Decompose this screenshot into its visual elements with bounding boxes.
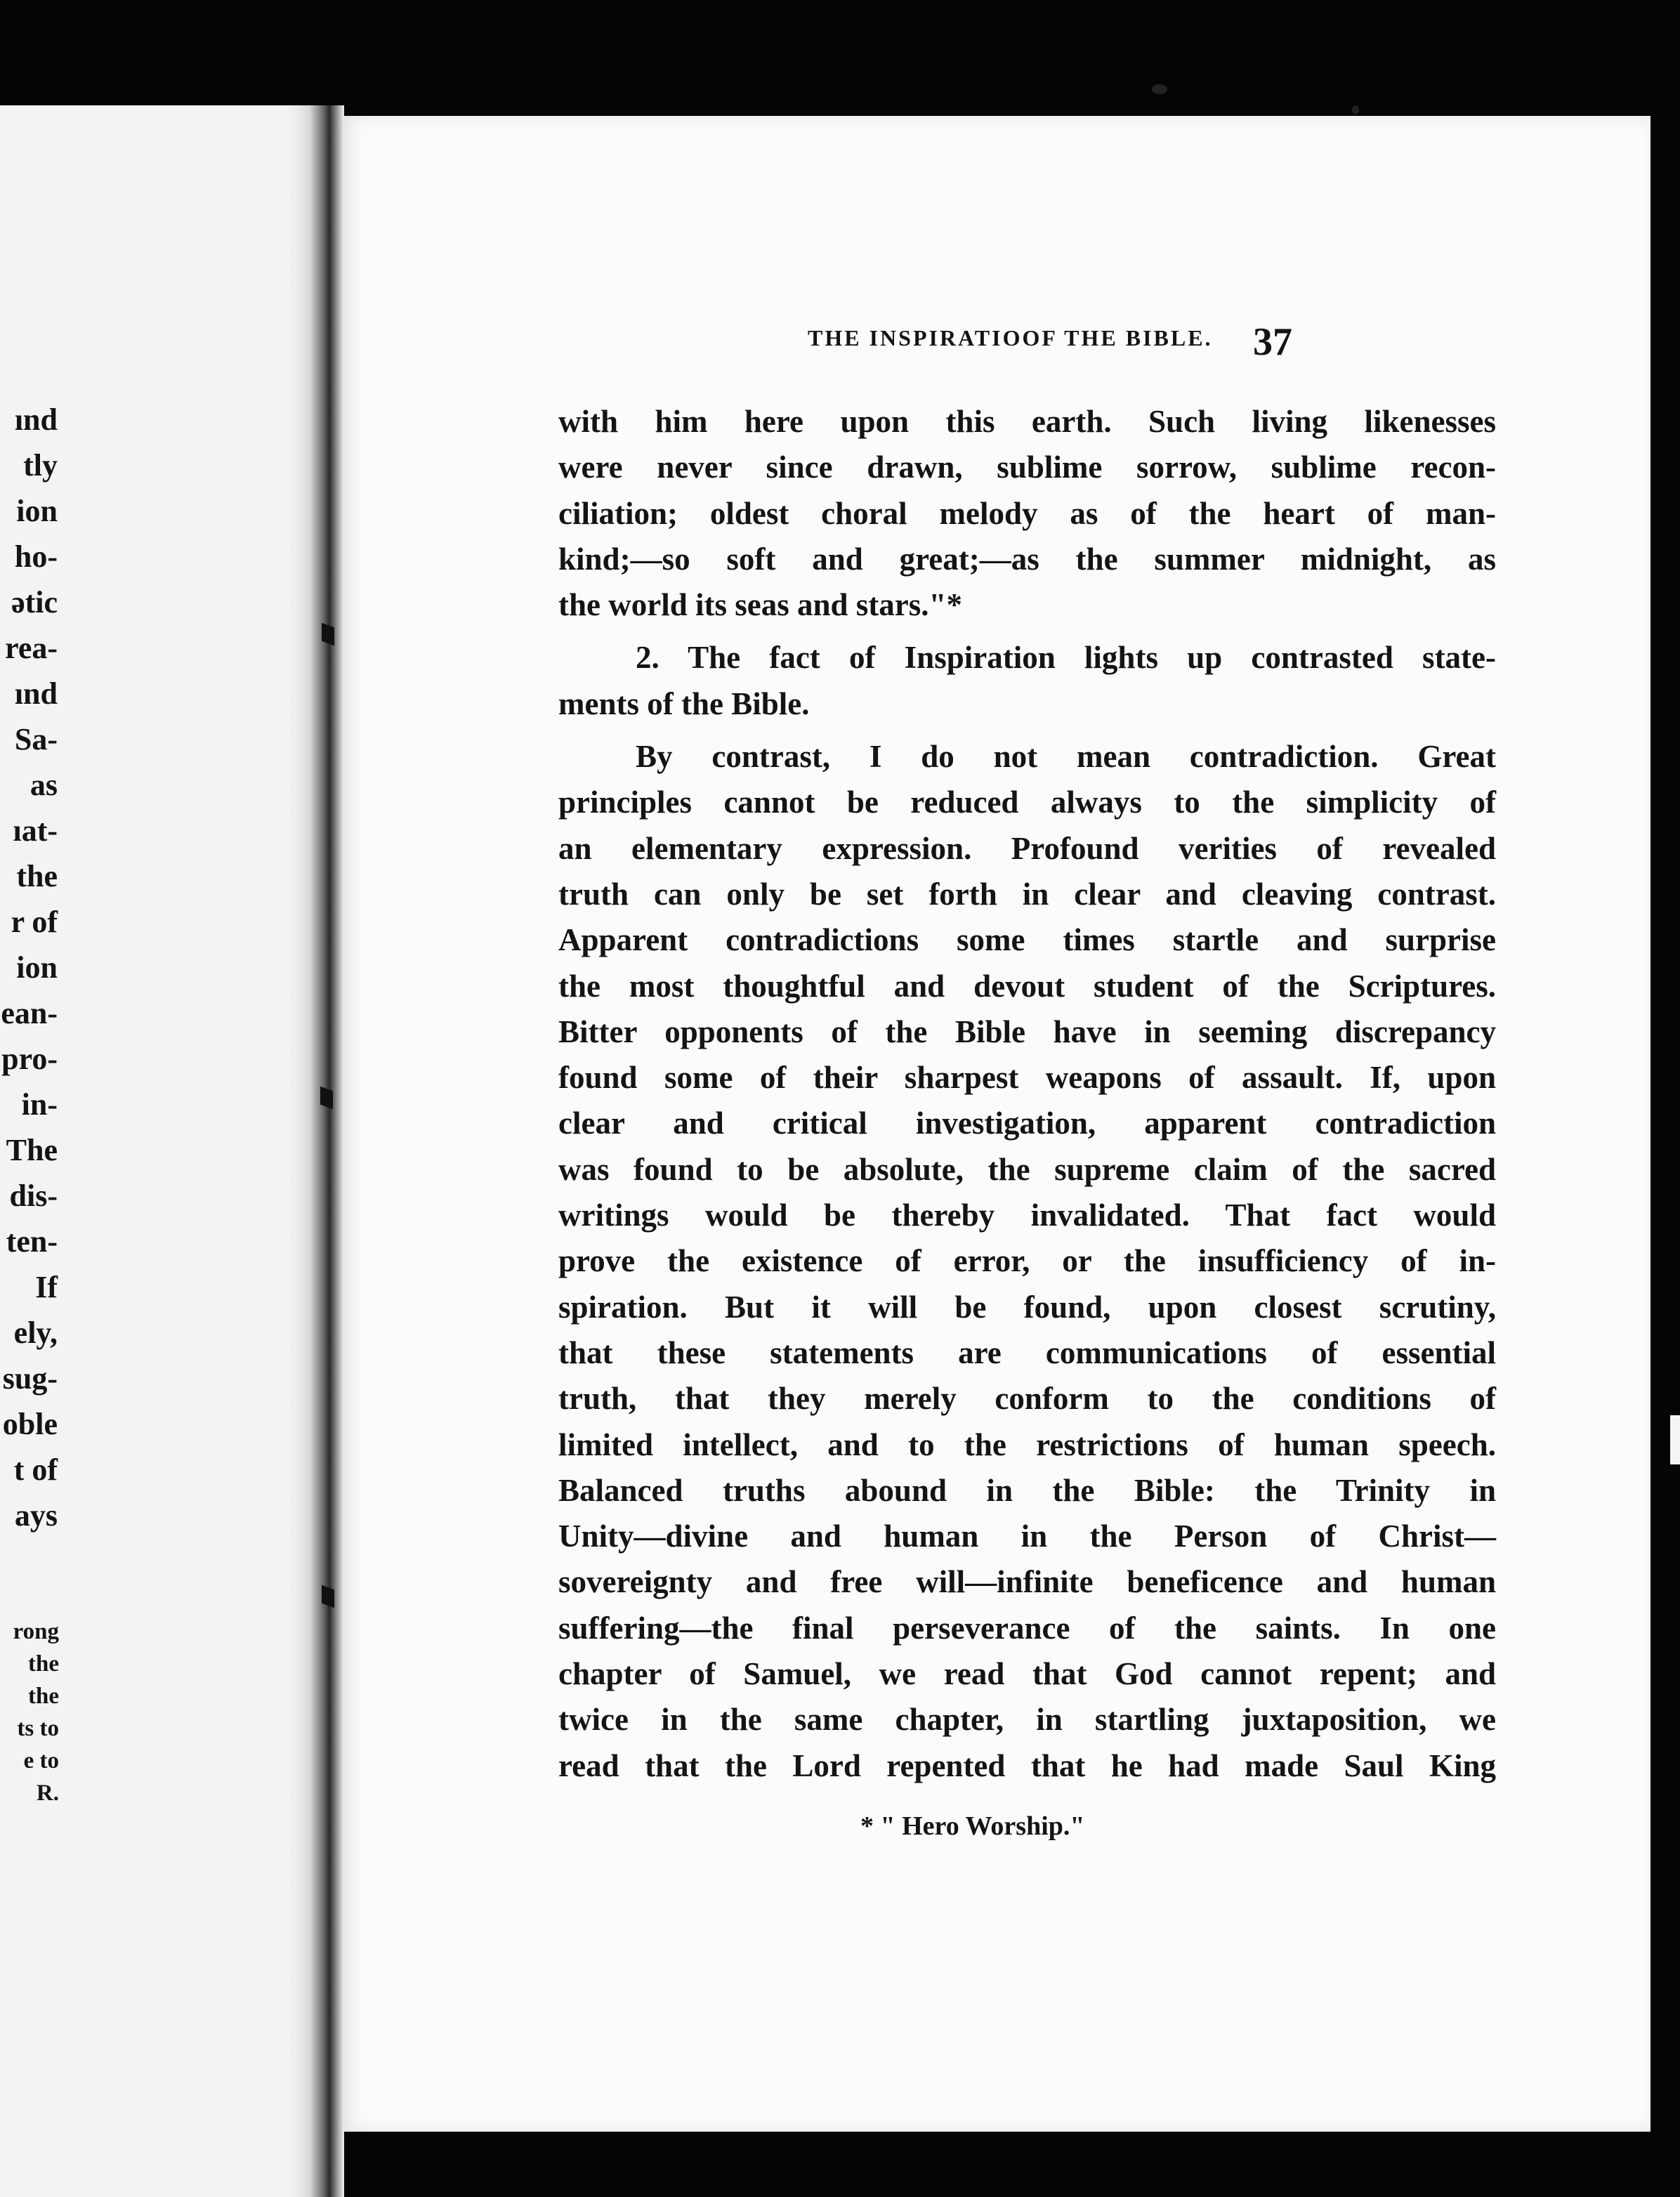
text-line: the world its seas and stars."*	[558, 587, 963, 623]
left-line: ion	[16, 950, 58, 985]
text-line: truth, that they merely conform to the conditions of	[558, 1381, 1496, 1417]
text-line: Apparent contradictions some times startle and surprise	[558, 922, 1496, 958]
text-line: principles cannot be reduced always to the simplicity of	[558, 785, 1496, 820]
text-line: ciliation; oldest choral melody as of the heart of man-	[558, 495, 1496, 531]
left-line: pro-	[1, 1042, 58, 1076]
running-head	[808, 320, 1292, 369]
text-line: found some of their sharpest weapons of assault. If, upon	[558, 1060, 1496, 1096]
paragraph	[558, 734, 1496, 1789]
scan-speck	[1352, 105, 1359, 114]
text-line: truth can only be set forth in clear and cleaving contrast.	[558, 876, 1496, 912]
left-line: ətic	[11, 585, 58, 619]
text-line: kind;—so soft and great;—as the summer midnight, as	[558, 541, 1496, 577]
left-line: ınd	[14, 402, 58, 437]
left-line: rea-	[5, 631, 58, 665]
binding-stitch-mark	[322, 623, 334, 646]
text-line: spiration. But it will be found, upon closest scrutiny,	[558, 1289, 1496, 1325]
left-line: ion	[16, 494, 58, 528]
text-line: limited intellect, and to the restrictions of human speech.	[558, 1427, 1496, 1462]
text-line: sovereignty and free will—infinite beneficence and human	[558, 1564, 1496, 1600]
left-line: ean-	[1, 996, 58, 1030]
left-line: t of	[13, 1452, 58, 1487]
left-line: ho-	[14, 539, 58, 574]
text-line: were never since drawn, sublime sorrow, sublime recon-	[558, 450, 1496, 485]
text-line: that these statements are communications of essential	[558, 1334, 1496, 1370]
left-page-footnote-column	[0, 1615, 59, 1809]
left-line: ely,	[13, 1316, 58, 1350]
text-line: was found to be absolute, the supreme claim of the sacred	[558, 1151, 1496, 1187]
left-page-text-column	[0, 397, 58, 1538]
left-note-line: the	[28, 1684, 59, 1709]
left-note-line: rong	[13, 1619, 59, 1644]
text-line: read that the Lord repented that he had made Saul King	[558, 1747, 1496, 1783]
binding-stitch-mark	[320, 1087, 333, 1110]
left-line: ays	[14, 1498, 58, 1533]
text-line: chapter of Samuel, we read that God cannot repent; and	[558, 1656, 1496, 1692]
page-number: 37	[1253, 320, 1292, 364]
text-line: with him here upon this earth. Such living likenesses	[558, 404, 1496, 439]
paragraph	[558, 635, 1496, 727]
text-line: clear and critical investigation, apparent contradiction	[558, 1106, 1496, 1141]
footnote: * " Hero Worship."	[860, 1811, 1085, 1841]
body-text	[558, 399, 1496, 1789]
left-line: oble	[2, 1407, 58, 1441]
left-line: in-	[21, 1087, 58, 1122]
text-line: suffering—the final perseverance of the saints. In one	[558, 1610, 1496, 1646]
text-line: 2. The fact of Inspiration lights up contrasted state-	[636, 640, 1496, 676]
text-line: Unity—divine and human in the Person of Christ—	[558, 1519, 1496, 1554]
paragraph	[558, 399, 1496, 628]
left-line: tly	[23, 448, 58, 483]
left-line: as	[29, 768, 58, 802]
left-line: dis-	[9, 1179, 58, 1213]
left-note-line: the	[28, 1651, 59, 1677]
left-page-fragment	[0, 105, 330, 2197]
binding-stitch-mark	[322, 1585, 334, 1608]
left-line: The	[6, 1133, 58, 1167]
text-line: the most thoughtful and devout student of the Scriptures.	[558, 968, 1496, 1004]
running-title: THE INSPIRATIOOF THE BIBLE.	[808, 325, 1213, 350]
text-line: Bitter opponents of the Bible have in seeming discrepancy	[558, 1014, 1496, 1049]
left-line: Sa-	[14, 722, 58, 756]
text-line: Balanced truths abound in the Bible: the Trinity in	[558, 1472, 1496, 1508]
text-line: writings would be thereby invalidated. That fact would	[558, 1198, 1496, 1233]
text-line: By contrast, I do not mean contradiction. Great	[636, 739, 1496, 775]
left-line: r of	[11, 905, 58, 939]
text-line: prove the existence of error, or the insufficiency of in-	[558, 1243, 1496, 1279]
book-spine	[295, 105, 344, 2197]
text-line: ments of the Bible.	[558, 686, 810, 721]
left-line: sug-	[2, 1361, 58, 1396]
page-edge-mark	[1670, 1415, 1680, 1464]
left-note-line: ts to	[17, 1716, 59, 1741]
left-line: ınd	[14, 676, 58, 711]
text-line: an elementary expression. Profound verities of revealed	[558, 830, 1496, 866]
left-line: ıat-	[13, 813, 58, 848]
left-note-line: R.	[36, 1780, 59, 1806]
scan-speck	[1152, 84, 1167, 94]
left-line: If	[35, 1270, 58, 1304]
text-line: twice in the same chapter, in startling juxtaposition, we	[558, 1702, 1496, 1738]
left-line: the	[16, 859, 58, 893]
left-line: ten-	[6, 1224, 58, 1259]
left-note-line: e to	[23, 1748, 59, 1773]
